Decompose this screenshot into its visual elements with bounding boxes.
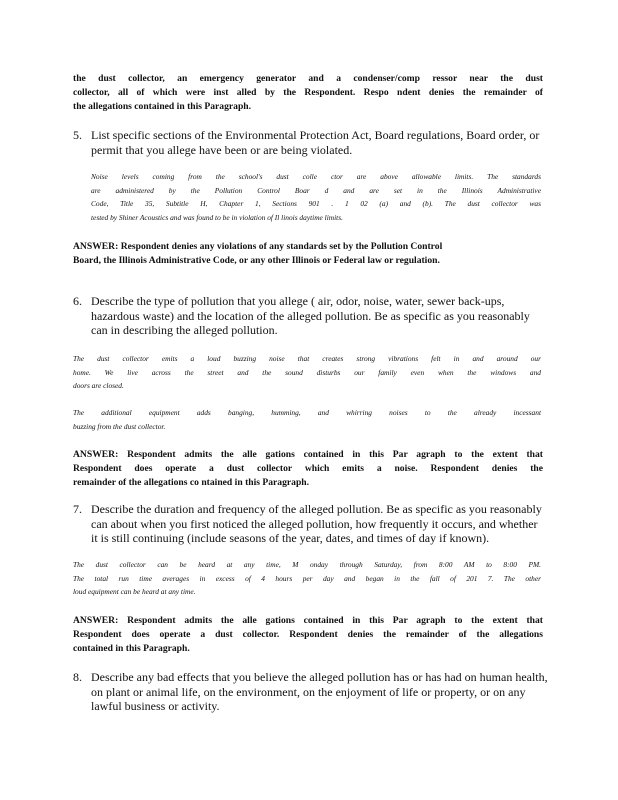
response-line: buzzing from the dust collector. [73, 421, 166, 431]
response-line: The total run time averages in excess of 4 hours per day and began in the fall of 201 7. The other [73, 573, 541, 583]
answer-line: ANSWER: Respondent denies any violations of any standards set by the Pollution Control [73, 241, 443, 252]
intro-answer [73, 72, 543, 114]
question-line: lawful business or activity. [91, 699, 220, 713]
question-number: 8. [73, 670, 82, 684]
response-line: The dust collector can be heard at any time, M onday through Saturday, from 8:00 AM to 8:00 PM. [73, 560, 541, 569]
response-6 [73, 352, 541, 393]
response-line: Noise levels coming from the school's dust colle ctor are above allowable limits. The standards [91, 172, 541, 181]
question-6 [73, 294, 573, 338]
question-line: Describe any bad effects that you believe the alleged pollution has or has had on human health, [91, 670, 548, 684]
question-7 [73, 502, 573, 546]
question-line: Describe the duration and frequency of the alleged pollution. Be as specific as you reasonably [91, 502, 542, 516]
answer-line: Respondent does operate a dust collector which emits a noise. Respondent denies the [73, 463, 543, 474]
question-line: Describe the type of pollution that you allege ( air, odor, noise, water, sewer back-ups, [91, 294, 505, 308]
answer-line: collector, all of which were inst alled by the Respondent. Respo ndent denies the remainder of [73, 87, 543, 98]
answer-line: Board, the Illinois Administrative Code, or any other Illinois or Federal law or regulation. [73, 255, 440, 266]
response-line: home. We live across the street and the sound disturbs our family even when the windows and [73, 367, 541, 377]
answer-line: remainder of the allegations co ntained in this Paragraph. [73, 477, 310, 488]
answer-line: ANSWER: Respondent admits the alle gations contained in this Par agraph to the extent that [73, 449, 543, 460]
question-line: it is still continuing (include seasons of the year, dates, and times of day if known). [91, 531, 490, 545]
question-line: can about when you first noticed the alleged pollution, how frequently it occurs, and whether [91, 516, 538, 531]
question-number: 7. [73, 502, 82, 516]
answer-line: the dust collector, an emergency generator and a condenser/comp ressor near the dust [73, 73, 543, 84]
answer-line: the allegations contained in this Paragraph. [73, 101, 252, 112]
response-5 [91, 170, 541, 224]
answer-7 [73, 614, 543, 656]
response-line: The additional equipment adds banging, humming, and whirring noises to the already incessant [73, 408, 541, 417]
question-line: on plant or animal life, on the environment, on the enjoyment of life or property, or on any [91, 684, 526, 699]
answer-line: ANSWER: Respondent admits the alle gations contained in this Par agraph to the extent that [73, 615, 543, 626]
answer-line: Respondent does operate a dust collector. Respondent denies the remainder of the allegations [73, 629, 543, 640]
response-line: doors are closed. [73, 381, 124, 390]
question-5 [73, 128, 573, 157]
response-line: are administered by the Pollution Control Boar d and are set in the Illinois Administrative [91, 185, 541, 195]
question-line: permit that you allege have been or are being violated. [91, 142, 353, 157]
answer-line: contained in this Paragraph. [73, 643, 190, 654]
response-line: tested by Shiner Acoustics and was found to be in violation of Il linois daytime limits. [91, 212, 343, 222]
answer-5 [73, 240, 543, 268]
response-line: loud equipment can be heard at any time. [73, 587, 196, 596]
question-number: 5. [73, 128, 82, 142]
response-7 [73, 558, 541, 599]
question-number: 6. [73, 294, 82, 308]
question-line: List specific sections of the Environmental Protection Act, Board regulations, Board order, or [91, 128, 540, 142]
answer-6 [73, 448, 543, 490]
response-6b [73, 406, 541, 433]
response-line: Code, Title 35, Subtitle H, Chapter 1, Sections 901 . 1 02 (a) and (b). The dust collector was [91, 199, 541, 208]
question-8 [73, 670, 573, 714]
question-line: can in describing the alleged pollution. [91, 323, 278, 337]
response-line: The dust collector emits a loud buzzing noise that creates strong vibrations felt in and around our [73, 354, 541, 363]
question-line: hazardous waste) and the location of the alleged pollution. Be as specific as you reasonably [91, 308, 530, 323]
